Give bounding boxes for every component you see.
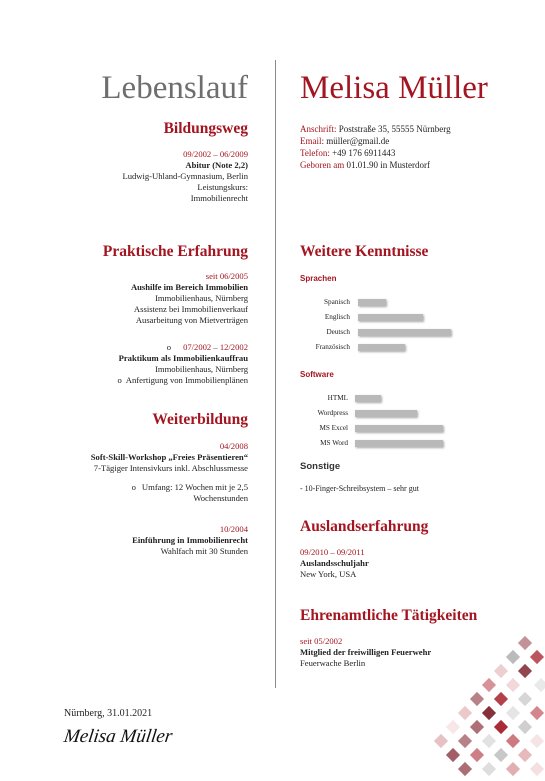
training-entry-1 (40, 441, 248, 504)
decorative-diamond (506, 762, 520, 776)
skill-level-bar (355, 395, 381, 402)
bullet: o (131, 482, 136, 492)
decorative-diamond (518, 636, 532, 650)
skill-name: Französisch (315, 343, 350, 351)
skill-row (300, 340, 500, 355)
decorative-diamond (446, 720, 460, 734)
skill-name: Wordpress (317, 409, 348, 417)
email-value: müller@gmail.de (326, 136, 390, 146)
skill-row (300, 325, 500, 340)
entry-line: Immobilienhaus, Nürnberg (155, 364, 248, 374)
phone-value: +49 176 6911443 (332, 148, 396, 158)
entry-title: Aushilfe im Bereich Immobilien (130, 282, 248, 292)
decorative-diamond (530, 706, 544, 720)
decorative-diamond (470, 692, 484, 706)
decorative-diamond (518, 720, 532, 734)
skill-level-bar (358, 344, 405, 351)
language-skills (300, 295, 500, 355)
email-label: Email: (300, 136, 324, 146)
job-entry-1 (40, 271, 248, 326)
decorative-diamond (518, 664, 532, 678)
entry-title: Praktikum als Immobilienkauffrau (118, 353, 248, 363)
address-row (300, 123, 520, 135)
bullet-text: Anfertigung von Immobilienplänen (125, 375, 248, 385)
section-heading-auslandserfahrung: Auslandserfahrung (300, 518, 429, 535)
abroad-entry (300, 547, 520, 580)
entry-line: Wahlfach mit 30 Stunden (160, 546, 248, 556)
entry-line: Assistenz bei Immobilienverkauf (133, 304, 248, 314)
birth-value: 01.01.90 in Musterdorf (346, 160, 430, 170)
entry-line: Ludwig-Uhland-Gymnasium, Berlin (122, 171, 248, 181)
entry-line: Leistungskurs: (197, 182, 248, 192)
skill-level-bar (355, 410, 417, 417)
skill-name: HTML (327, 394, 348, 402)
decorative-diamond (446, 748, 460, 762)
section-heading-weitere-kenntnisse: Weitere Kenntnisse (300, 243, 429, 260)
decorative-diamond (534, 678, 545, 692)
skill-row (300, 436, 500, 451)
skill-name: Englisch (324, 313, 350, 321)
subheading-sonstige: Sonstige (300, 461, 341, 472)
entry-date: 09/2010 – 09/2011 (300, 547, 365, 557)
entry-title: Soft-Skill-Workshop „Freies Präsentieren“ (90, 452, 248, 462)
entry-date: 07/2002 – 12/2002 (183, 342, 248, 352)
skill-row (300, 310, 500, 325)
bullet: o (166, 342, 172, 352)
entry-line: Wochenstunden (193, 493, 248, 503)
skill-row (300, 406, 500, 421)
page-title: Lebenslauf (101, 70, 248, 106)
decorative-diamond (518, 748, 532, 762)
skill-level-bar (355, 425, 443, 432)
decorative-diamond (518, 692, 532, 706)
section-heading-praktische-erfahrung: Praktische Erfahrung (102, 243, 248, 260)
decorative-diamond (482, 762, 496, 776)
sonstige-text: - 10-Finger-Schreibsystem – sehr gut (300, 484, 419, 493)
entry-line: New York, USA (300, 569, 357, 579)
entry-line: Ausarbeitung von Mietverträgen (135, 315, 248, 325)
skill-name: Spanisch (324, 298, 350, 306)
entry-line: Feuerwache Berlin (300, 658, 366, 668)
decorative-diamond (470, 748, 484, 762)
entry-date: 10/2004 (219, 524, 248, 534)
handwritten-signature: Melisa Müller (62, 726, 174, 747)
job-entry-2 (40, 342, 248, 386)
place-and-date: Nürnberg, 31.01.2021 (64, 708, 153, 719)
decorative-diamond (494, 720, 508, 734)
birth-label: Geboren am (300, 160, 345, 170)
skill-level-bar (358, 329, 451, 336)
decorative-diamond (530, 762, 544, 776)
decorative-diamond (482, 734, 496, 748)
address-value: Poststraße 35, 55555 Nürnberg (338, 124, 451, 134)
entry-bullet-line (40, 375, 248, 386)
skill-level-bar (358, 314, 423, 321)
section-heading-ehrenamt: Ehrenamtliche Tätigkeiten (300, 607, 478, 624)
entry-line: Immobilienhaus, Nürnberg (155, 293, 248, 303)
address-label: Anschrift: (300, 124, 337, 134)
skill-row (300, 295, 500, 310)
section-heading-bildungsweg: Bildungsweg (163, 120, 248, 137)
software-skills (300, 391, 500, 451)
entry-title: Auslandsschuljahr (300, 558, 369, 568)
subheading-sprachen: Sprachen (300, 274, 337, 283)
entry-date: 09/2002 – 06/2009 (183, 149, 248, 159)
decorative-diamond (530, 734, 544, 748)
skill-level-bar (355, 440, 443, 447)
decorative-diamond (506, 678, 520, 692)
bullet: o (117, 375, 122, 385)
person-name: Melisa Müller (300, 70, 488, 106)
entry-line: Immobilienrecht (190, 193, 248, 203)
birth-row (300, 159, 520, 171)
volunteer-entry (300, 636, 520, 669)
skill-level-bar (358, 299, 386, 306)
decorative-diamond (458, 706, 472, 720)
decorative-diamond (458, 734, 472, 748)
decorative-diamond (506, 734, 520, 748)
entry-date-row (40, 342, 248, 353)
phone-label: Telefon: (300, 148, 330, 158)
decorative-diamond (530, 650, 544, 664)
subheading-software: Software (300, 370, 334, 379)
entry-date: seit 06/2005 (205, 271, 248, 281)
decorative-diamond (458, 762, 472, 776)
skill-name: MS Excel (319, 424, 348, 432)
section-heading-weiterbildung: Weiterbildung (152, 411, 248, 428)
entry-bullet-line (40, 482, 248, 493)
entry-title: Mitglied der freiwilligen Feuerwehr (300, 647, 432, 657)
skill-name: Deutsch (326, 328, 350, 336)
skill-row (300, 391, 500, 406)
entry-title: Einführung in Immobilienrecht (132, 535, 248, 545)
training-entry-2 (40, 524, 248, 557)
entry-line: 7-Tägiger Intensivkurs inkl. Abschlussmesse (93, 463, 248, 473)
contact-block (300, 123, 520, 171)
decorative-diamond (494, 692, 508, 706)
skill-name: MS Word (320, 439, 348, 447)
decorative-diamond (506, 706, 520, 720)
email-row (300, 135, 520, 147)
bildungsweg-entry (40, 149, 248, 204)
decorative-diamond (470, 720, 484, 734)
entry-date: seit 05/2002 (300, 636, 343, 646)
column-divider (275, 60, 276, 688)
decorative-diamond (434, 734, 448, 748)
decorative-diamond (482, 706, 496, 720)
entry-title: Abitur (Note 2,2) (185, 160, 248, 170)
entry-date: 04/2008 (219, 441, 248, 451)
decorative-diamond (494, 748, 508, 762)
bullet-text: Umfang: 12 Wochen mit je 2,5 (141, 482, 248, 492)
phone-row (300, 147, 520, 159)
decorative-diamond (482, 678, 496, 692)
skill-row (300, 421, 500, 436)
